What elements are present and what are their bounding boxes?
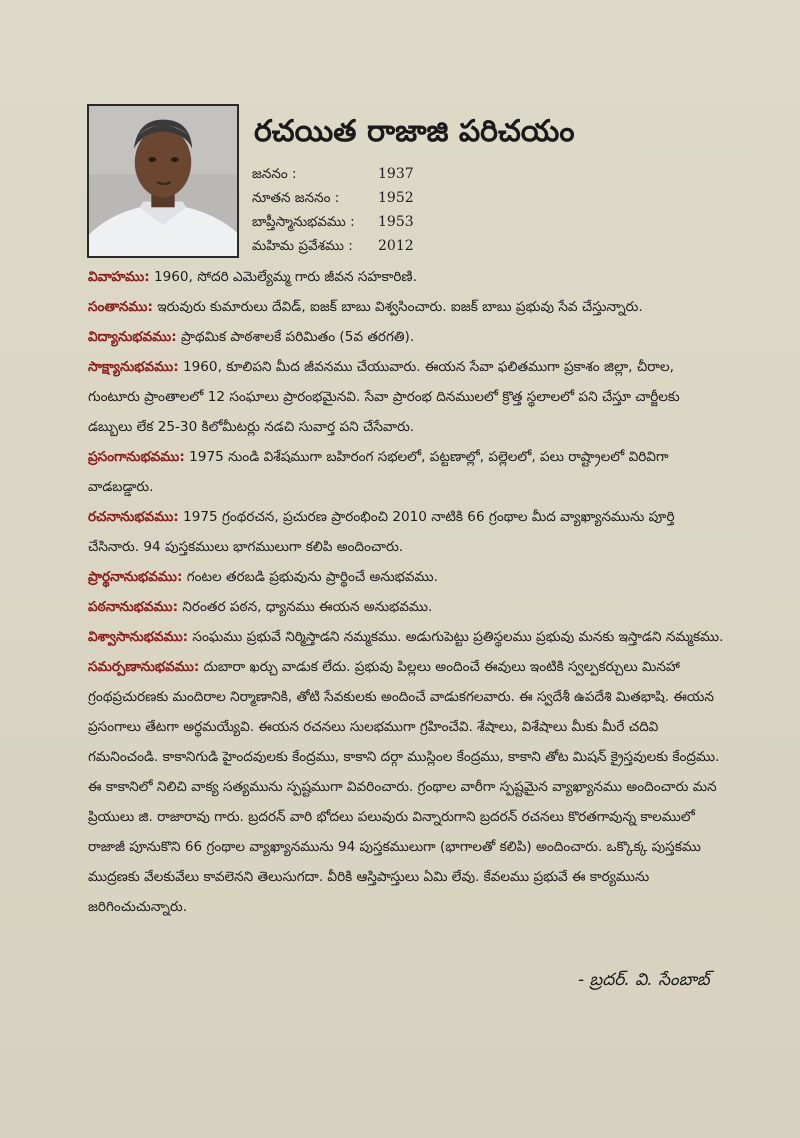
paragraph-text: గంటల తరబడి ప్రభువును ప్రార్థించే అనుభవము. bbox=[182, 569, 438, 585]
paragraph-text: దుబారా ఖర్చు వాడుక లేదు. ప్రభువు పిల్లలు అందించే ఈవులు ఇంటికి స్వల్పకర్చులు మినహా గ్రంథప్రచురణకు మందిరాల నిర్మాణానికి, తోటి సేవకులకు అందించే వాడుకగలవారు. ఈ స్వదేశీ ఉపదేశి మితభాషి. ఈయన ప్రసంగాలు తేటగా అర్థమయ్యేవి. ఈయన రచనలు సులభముగా గ్రహించేవి. శేషాలు, విశేషాలు మీకు మీరే చదివి గమనించండి. కాకానిగుడి హైందవులకు కేంద్రము, కాకాని దర్గా ముస్లింల కేంద్రము, కాకాని తోట మిషన్ క్రైస్తవులకు కేంద్రము. ఈ కాకానిలో నిలిచి వాక్య సత్యమును స్పష్టముగా వివరించారు. గ్రంథాల వారీగా స్పష్టమైన వ్యాఖ్యానము అందించారు మన ప్రియులు జి. రాజారావు గారు. బ్రదరన్ వారి భోదలు పలువురు విన్నారుగాని బ్రదరన్ రచనలు కొరతగావున్న కాలములో రాజాజీ పూనుకొని 66 గ్రంథాల వ్యాఖ్యానమును 94 పుస్తకములుగా (భాగాలతో కలిపి) అందించారు. ఒక్కొక్క పుస్తకము ముద్రణకు వేలకువేలు కావలెనని తెలుసుగదా. వీరికి ఆస్తిపాస్తులు ఏమి లేవు. కేవలము ప్రభువే ఈ కార్యమును జరిగించుచున్నారు. bbox=[88, 659, 720, 915]
paragraph-children bbox=[88, 292, 728, 322]
paragraph-text: 1975 నుండి విశేషముగా బహిరంగ సభలలో, పట్టణాల్లో, పల్లెలలో, పలు రాష్ట్రాలలో విరివిగా వాడబడ్డారు. bbox=[88, 449, 669, 495]
paragraph-label: సమర్పణానుభవము: bbox=[88, 659, 200, 675]
paragraph-label: విద్యానుభవము: bbox=[88, 329, 177, 345]
paragraph-label: విశ్వాసానుభవము: bbox=[88, 629, 189, 645]
paragraph-testimony bbox=[88, 352, 728, 442]
paragraph-text: 1960, సోదరి ఎమెల్యేమ్మ గారు జీవన సహకారిణి. bbox=[149, 269, 417, 285]
paragraph-education bbox=[88, 322, 728, 352]
paragraph-label: ప్రార్థనానుభవము: bbox=[88, 569, 183, 585]
paragraph-text: నిరంతర పఠన, ధ్యానము ఈయన అనుభవము. bbox=[178, 599, 433, 615]
fact-glory-entry bbox=[252, 236, 452, 260]
fact-label: నూతన జననం : bbox=[252, 190, 340, 206]
paragraph-text: సంఘము ప్రభువే నిర్మిస్తాడని నమ్మకము. అడుగుపెట్టు ప్రతిస్థలము ప్రభువు మనకు ఇస్తాడని నమ్మకము. bbox=[188, 629, 724, 645]
paragraph-faith bbox=[88, 622, 728, 652]
paragraph-text: ప్రాథమిక పాఠశాలకే పరిమితం (5వ తరగతి). bbox=[176, 329, 415, 345]
paragraph-writing bbox=[88, 502, 728, 562]
page-title: రచయిత రాజాజి పరిచయం bbox=[254, 114, 575, 149]
paragraph-label: సంతానము: bbox=[88, 299, 153, 315]
paragraph-label: వివాహము: bbox=[88, 269, 150, 285]
paragraph-preaching bbox=[88, 442, 728, 502]
paragraph-reading bbox=[88, 592, 728, 622]
paragraph-dedication bbox=[88, 652, 728, 922]
fact-value: 1953 bbox=[378, 214, 414, 230]
signature: - బ్రదర్. వి. సేంబాబ్ bbox=[578, 970, 710, 990]
author-facts bbox=[252, 164, 452, 260]
fact-value: 1952 bbox=[378, 190, 414, 206]
paragraph-text: 1975 గ్రంథరచన, ప్రచురణ ప్రారంభించి 2010 నాటికి 66 గ్రంథాల మీద వ్యాఖ్యానమును పూర్తి చేసినారు. 94 పుస్తకములు భాగములుగా కలిపి అందించారు. bbox=[88, 509, 675, 555]
fact-value: 2012 bbox=[378, 238, 414, 254]
paragraph-prayer bbox=[88, 562, 728, 592]
fact-baptism bbox=[252, 212, 452, 236]
fact-label: జననం : bbox=[252, 166, 297, 182]
paragraph-text: 1960, కూలిపని మీద జీవనము చేయువారు. ఈయన సేవా ఫలితముగా ప్రకాశం జిల్లా, చీరాల, గుంటూరు ప్రాంతాలలో 12 సంఘాలు ప్రారంభమైనవి. సేవా ప్రారంభ దినములలో క్రొత్త స్థలాలలో పని చేస్తూ చార్జీలకు డబ్బులు లేక 25-30 కిలోమీటర్లు నడచి సువార్త పని చేసేవారు. bbox=[88, 359, 680, 435]
author-photo bbox=[87, 104, 239, 258]
fact-birth bbox=[252, 164, 452, 188]
paragraph-marriage bbox=[88, 262, 728, 292]
paragraph-label: సాక్ష్యానుభవము: bbox=[88, 359, 179, 375]
fact-value: 1937 bbox=[378, 166, 414, 182]
paragraph-label: పఠనానుభవము: bbox=[88, 599, 179, 615]
paragraph-label: రచనానుభవము: bbox=[88, 509, 179, 525]
paragraph-label: ప్రసంగానుభవము: bbox=[88, 449, 185, 465]
fact-new-birth bbox=[252, 188, 452, 212]
fact-label: మహిమ ప్రవేశము : bbox=[252, 238, 353, 254]
fact-label: బాప్తీస్మానుభవము : bbox=[252, 214, 355, 230]
biography-text bbox=[88, 262, 728, 922]
author-portrait-image bbox=[89, 106, 237, 256]
paragraph-text: ఇరువురు కుమారులు దేవిడ్, ఐజక్ బాబు విశ్వసించారు. ఐజక్ బాబు ప్రభువు సేవ చేస్తున్నారు. bbox=[152, 299, 643, 315]
